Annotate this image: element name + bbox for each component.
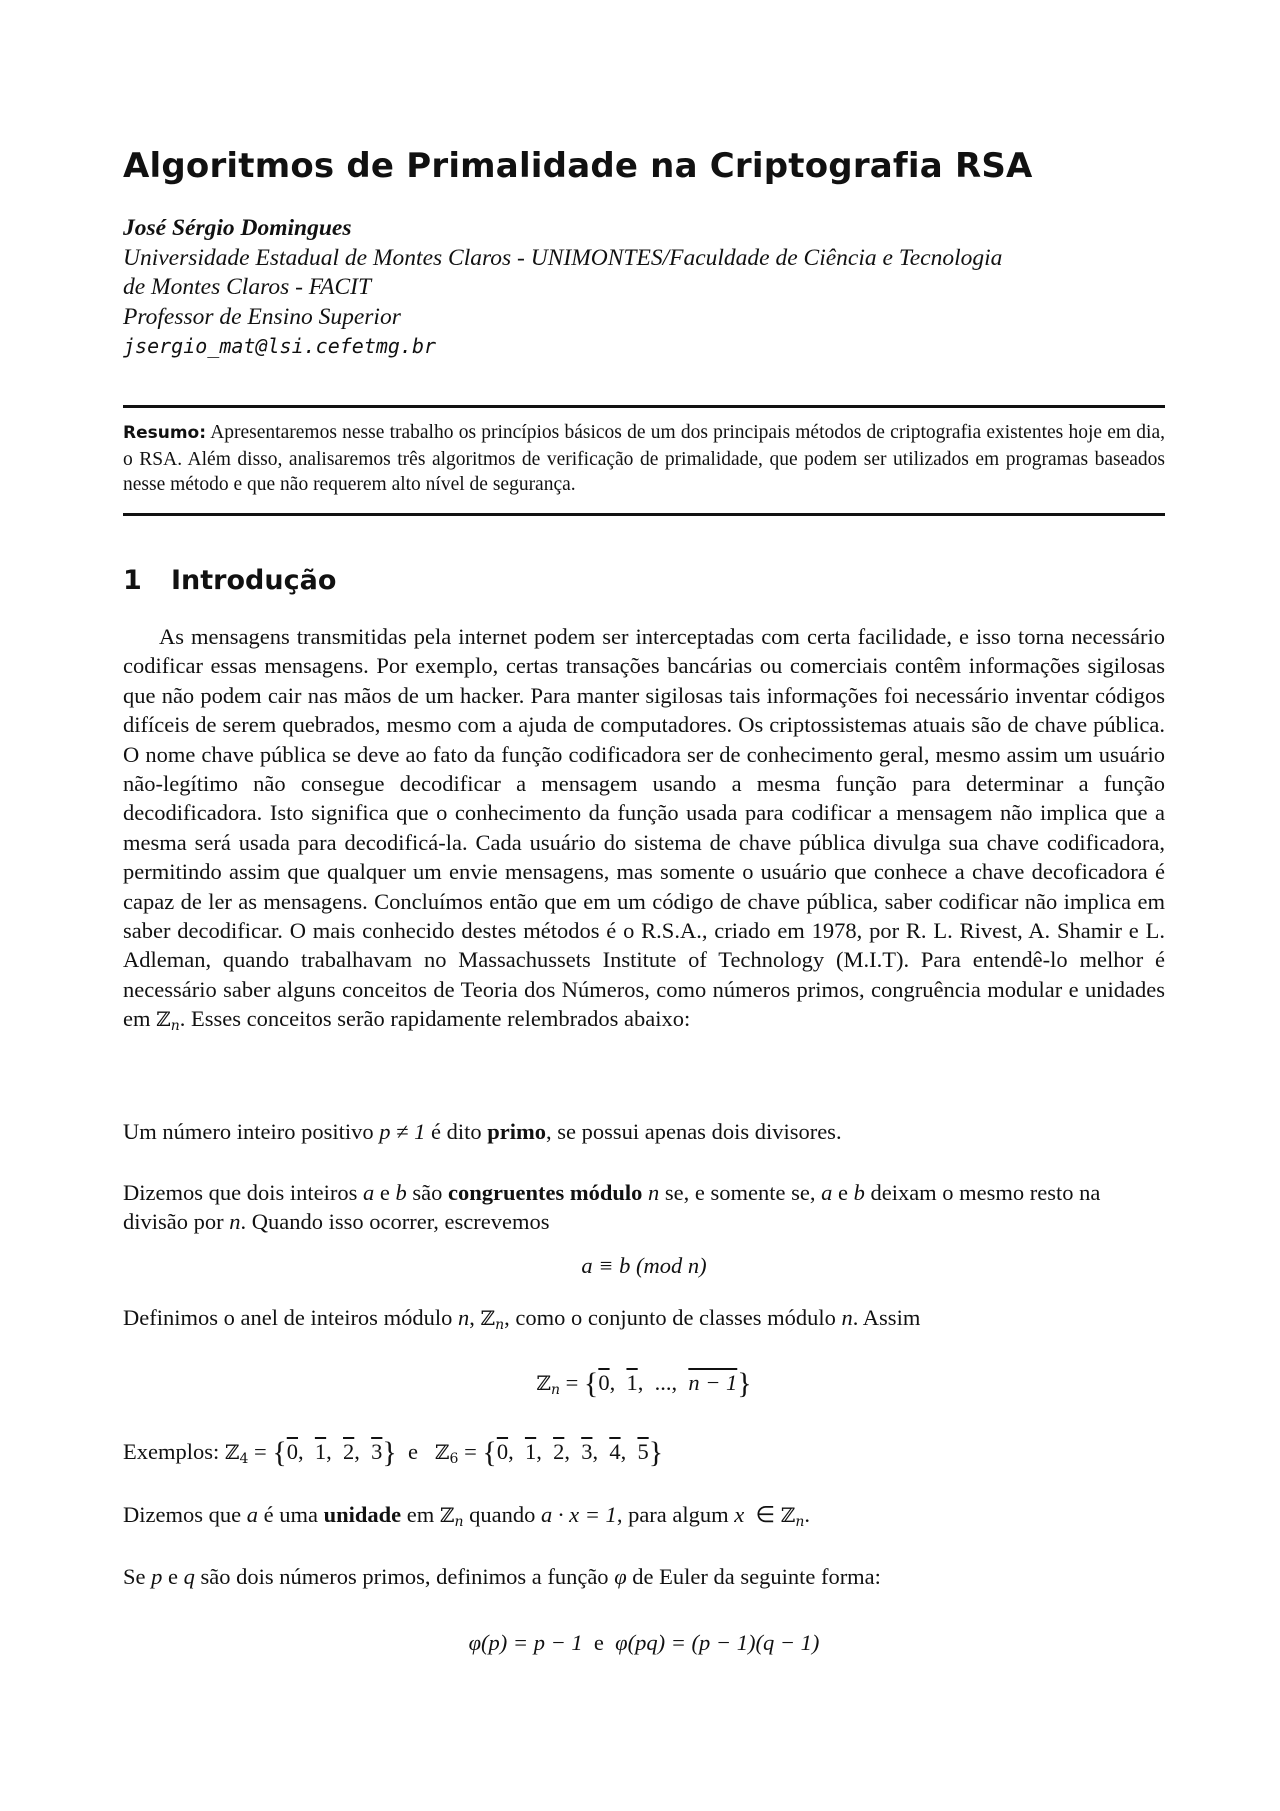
section-number: 1 <box>123 565 142 596</box>
section-title: Introdução <box>171 565 337 596</box>
prime-text-post: , se possui apenas dois divisores. <box>545 1119 842 1144</box>
unit-text-mid3: quando <box>469 1502 536 1527</box>
euler-text-pre: Se <box>123 1564 146 1589</box>
unit-text-mid2: em <box>406 1502 435 1527</box>
abstract-bottom-rule <box>123 513 1165 516</box>
cong-text-pre: Dizemos que dois inteiros <box>123 1180 358 1205</box>
euler-formula <box>123 1628 1165 1657</box>
var-n: n <box>229 1209 241 1234</box>
unit-formula: a · x = 1 <box>541 1502 617 1527</box>
abstract-top-rule <box>123 405 1165 408</box>
prime-text-pre: Um número inteiro positivo <box>123 1119 374 1144</box>
intro-text: As mensagens transmitidas pela internet podem ser interceptadas com certa facilidade, e isso torna necessário codificar essas mensagens. Por exemplo, certas transações bancárias ou comerciais contêm informações sigilosas que não podem cair nas mãos de um hacker. Para manter sigilosas tais informações foi necessário inventar códigos difíceis de serem quebrados, mesmo com a ajuda de computadores. Os criptossistemas atuais são de chave pública. O nome chave pública se deve ao fato da função codificadora ser de conhecimento geral, mesmo assim um usuário não-legítimo não consegue decodificar a mensagem usando a mesma função para determinar a função decodificadora. Isto significa que o conhecimento da função usada para codificar a mensagem não implica que a mesma será usada para decodificá-la. Cada usuário do sistema de chave pública divulga sua chave codificadora, permitindo assim que qualquer um envie mensagens, mas somente o usuário que conhece a chave decoficadora é capaz de ler as mensagens. Concluímos então que em um código de chave pública, saber codificar não implica em saber decodificar. O mais conhecido destes métodos é o R.S.A., criado em 1978, por R. L. Rivest, A. Shamir e L. Adleman, quando trabalhavam no Massachussets Institute of Technology (M.I.T). Para entendê-lo melhor é necessário saber alguns conceitos de Teoria dos Números, como números primos, congruência modular e unidades em <box>123 624 1165 1032</box>
author-email: jsergio_mat@lsi.cefetmg.br <box>123 334 437 358</box>
zn-set-formula: ℤ$_n$ = {0, 1, ..., n − 1} <box>536 1367 752 1400</box>
cong-and: e <box>379 1180 390 1205</box>
section-heading <box>123 565 336 596</box>
author-position: Professor de Ensino Superior <box>123 303 401 330</box>
cong-and: e <box>837 1180 848 1205</box>
euler-text-post2: de Euler da seguinte forma: <box>632 1564 881 1589</box>
paper-title: Algoritmos de Primalidade na Criptografia RSA <box>123 146 1033 186</box>
euler-text-post: são dois números primos, definimos a função <box>200 1564 609 1589</box>
cong-text-post1: se, e somente se, <box>664 1180 816 1205</box>
author-affiliation-line1: Universidade Estadual de Montes Claros - UNIMONTES/Faculdade de Ciência e Tecnologia <box>123 244 1003 271</box>
ring-text-pre: Definimos o anel de inteiros módulo <box>123 1305 453 1330</box>
author-affiliation-line2: de Montes Claros - FACIT <box>123 274 372 300</box>
unit-text-mid1: é uma <box>263 1502 318 1527</box>
var-b: b <box>853 1180 865 1205</box>
examples-and: e <box>408 1439 419 1464</box>
var-b: b <box>395 1180 407 1205</box>
prime-term: primo <box>487 1119 546 1144</box>
prime-definition <box>123 1117 1165 1146</box>
cong-text-post2: deixam o mesmo resto na divisão por <box>123 1180 1101 1234</box>
euler-definition: Se p e q são dois números primos, definimos a função φ de Euler da seguinte forma: <box>123 1564 881 1589</box>
congruence-definition <box>123 1178 1165 1236</box>
abstract <box>123 420 1165 498</box>
unit-text-mid4: , para algum <box>616 1502 729 1527</box>
author-block <box>123 214 1165 362</box>
ring-text-post: , como o conjunto de classes módulo <box>504 1305 836 1330</box>
prime-text-mid: é dito <box>430 1119 482 1144</box>
author-name: José Sérgio Domingues <box>123 215 352 241</box>
unit-definition: Dizemos que a é uma unidade em ℤ$_n$ quando a · x = 1, para algum x ∈ ℤ$_n$. <box>123 1502 811 1530</box>
unit-text-pre: Dizemos que <box>123 1502 242 1527</box>
prime-math: p ≠ 1 <box>379 1119 426 1144</box>
intro-tail: . Esses conceitos serão rapidamente relembrados abaixo: <box>179 1006 691 1032</box>
var-a: a <box>821 1180 833 1205</box>
var-a: a <box>362 1180 375 1205</box>
var-n: n <box>841 1305 853 1330</box>
cong-sao: são <box>412 1180 443 1205</box>
euler-e: e <box>168 1564 178 1589</box>
euler-formula-1: φ(p) = p − 1 <box>468 1630 583 1655</box>
var-n: n <box>457 1305 470 1330</box>
examples-line: Exemplos: ℤ$_4$ = {0, 1, 2, 3} e ℤ$_6$ = {0, 1, 2, 3, 4, 5} <box>123 1436 664 1469</box>
congruence-formula: a ≡ b (mod n) <box>581 1253 707 1278</box>
congruence-term: congruentes módulo <box>447 1180 643 1205</box>
unit-text-post: . <box>804 1502 811 1527</box>
euler-formula-2: φ(pq) = (p − 1)(q − 1) <box>615 1630 820 1655</box>
zn-symbol: ℤ$_n$ <box>156 1007 180 1035</box>
ring-definition: Definimos o anel de inteiros módulo n, ℤ$_n$, como o conjunto de classes módulo n. Assim <box>123 1305 921 1333</box>
var-n: n <box>647 1180 660 1205</box>
abstract-label: Resumo: <box>123 423 207 443</box>
euler-formula-and: e <box>593 1630 604 1655</box>
ring-assim: . Assim <box>852 1305 921 1330</box>
cong-text-post3: . Quando isso ocorrer, escrevemos <box>240 1209 550 1234</box>
examples-label: Exemplos: <box>123 1439 220 1464</box>
unit-term: unidade <box>323 1502 402 1527</box>
abstract-text: Apresentaremos nesse trabalho os princípios básicos de um dos principais métodos de criptografia existentes hoje em dia, o RSA. Além disso, analisaremos três algoritmos de verificação de primalidade, que podem ser utilizados em programas baseados nesse método e que não requerem alto nível de segurança. <box>123 422 1165 495</box>
intro-paragraph <box>123 622 1165 1035</box>
zn-symbol: ℤ$_n$ <box>480 1306 505 1333</box>
